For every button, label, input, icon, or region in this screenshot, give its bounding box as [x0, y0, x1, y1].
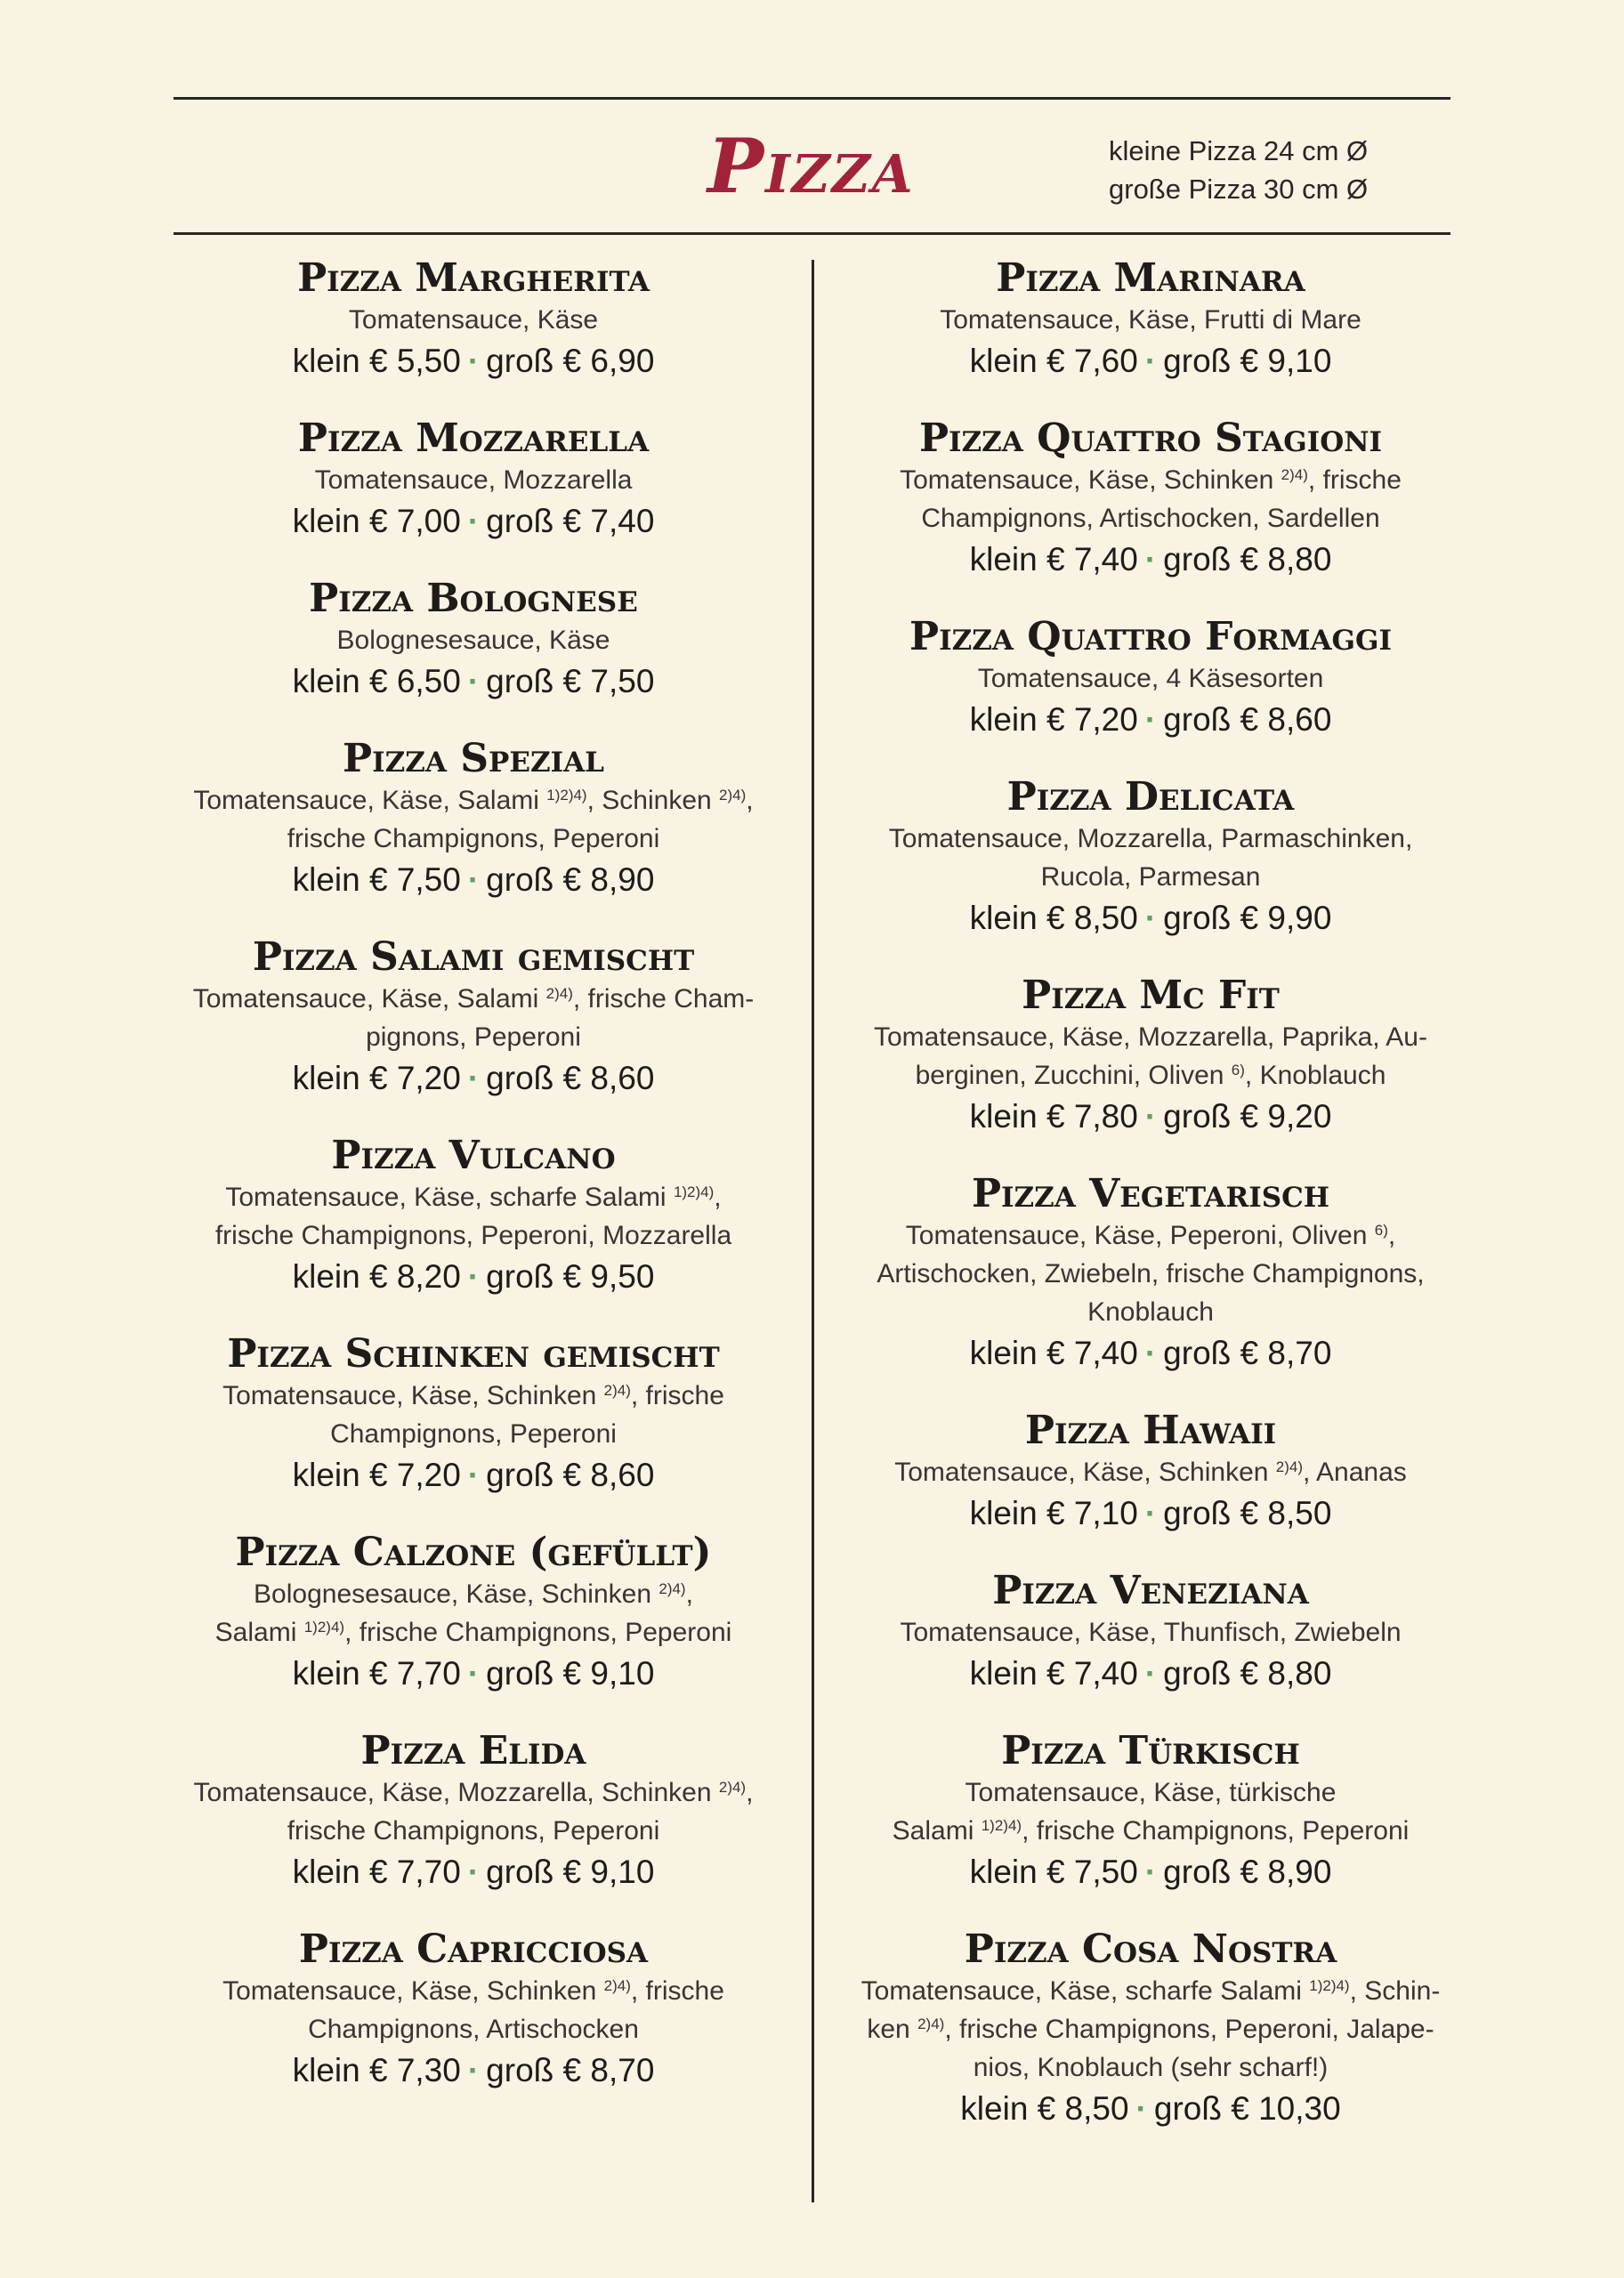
pizza-description [844, 1216, 1458, 1331]
price-large: groß € 8,50 [1163, 1495, 1332, 1531]
price-large: groß € 9,10 [1163, 343, 1332, 379]
price-large: groß € 9,10 [486, 1854, 655, 1890]
price-small: klein € 7,20 [969, 701, 1138, 738]
pizza-name: Pizza Mozzarella [297, 416, 650, 461]
price-large: groß € 8,80 [1163, 1655, 1332, 1692]
description-text: Tomatensauce, Käse, Schinken [222, 1976, 604, 2006]
description-line [847, 1018, 1454, 1056]
price-large: groß € 6,90 [486, 343, 655, 379]
price-large: groß € 10,30 [1153, 2090, 1341, 2127]
pizza-name: Pizza Hawaii [1024, 1408, 1277, 1453]
pizza-name: Pizza Margherita [297, 255, 650, 301]
pizza-name: Pizza Bolognese [309, 576, 638, 621]
price-separator: · [467, 1457, 480, 1493]
price-large: groß € 8,70 [486, 2052, 655, 2088]
description-text: Tomatensauce, Käse, Mozzarella, Schinken [193, 1778, 719, 1807]
price-line [166, 659, 780, 703]
pizza-name: Pizza Mc Fit [1022, 973, 1280, 1018]
description-line [170, 820, 777, 858]
menu-item [166, 935, 780, 1100]
description-line [847, 2010, 1454, 2048]
description-text: , frische [1307, 465, 1402, 495]
description-text: Bolognesesauce, Käse [336, 626, 610, 655]
description-line [847, 461, 1454, 499]
description-text: frische Champignons, Peperoni [287, 1816, 660, 1846]
pizza-name: Pizza Cosa Nostra [964, 1927, 1337, 1972]
pizza-description [844, 301, 1458, 339]
pizza-name: Pizza Capricciosa [298, 1927, 649, 1972]
price-line [844, 537, 1458, 581]
price-line [844, 1850, 1458, 1894]
pizza-description [166, 301, 780, 339]
description-text: Rucola, Parmesan [1040, 862, 1261, 892]
description-line [170, 1415, 777, 1453]
description-text: Champignons, Artischocken [308, 2015, 639, 2044]
description-text: , Schin- [1349, 1976, 1441, 2006]
price-line [166, 1255, 780, 1298]
price-small: klein € 7,10 [969, 1495, 1138, 1531]
pizza-description [844, 461, 1458, 537]
pizza-description [844, 1972, 1458, 2087]
pizza-name: Pizza Quattro Formaggi [909, 614, 1392, 659]
pizza-description [844, 1773, 1458, 1850]
menu-column-right [844, 256, 1458, 2164]
description-text: , [746, 786, 754, 815]
description-text: Tomatensauce, Käse, Salami [193, 786, 547, 815]
price-small: klein € 7,00 [292, 503, 461, 539]
description-line [847, 1216, 1454, 1255]
price-separator: · [1144, 701, 1157, 738]
description-text: , [685, 1579, 693, 1609]
description-text: pignons, Peperoni [366, 1022, 581, 1052]
description-text: , Knoblauch [1244, 1061, 1386, 1090]
menu-item [166, 256, 780, 383]
price-line [166, 339, 780, 383]
description-text: , frische Champignons, Peperoni, Jalape- [944, 2015, 1434, 2044]
menu-item [844, 1409, 1458, 1535]
price-small: klein € 5,50 [292, 343, 461, 379]
price-separator: · [467, 2052, 480, 2088]
price-separator: · [467, 503, 480, 539]
price-line [166, 1453, 780, 1497]
description-line [847, 2048, 1454, 2087]
description-text: Tomatensauce, Käse, Frutti di Mare [940, 305, 1361, 335]
description-line [170, 1018, 777, 1056]
allergen-footnote: 2)4) [658, 1580, 686, 1597]
menu-item [844, 615, 1458, 741]
description-line [847, 1773, 1454, 1812]
price-line [166, 858, 780, 901]
pizza-name: Pizza Veneziana [992, 1568, 1309, 1613]
allergen-footnote: 2)4) [1275, 1458, 1304, 1475]
price-line [844, 1491, 1458, 1535]
menu-item [844, 416, 1458, 581]
pizza-name: Pizza Schinken gemischt [227, 1331, 720, 1377]
description-line [847, 1812, 1454, 1850]
price-small: klein € 7,40 [969, 1655, 1138, 1692]
price-small: klein € 7,70 [292, 1854, 461, 1890]
allergen-footnote: 1)2)4) [303, 1619, 345, 1636]
description-text: Salami [214, 1618, 304, 1647]
description-text: Tomatensauce, Käse, Schinken [894, 1458, 1276, 1487]
description-text: Champignons, Artischocken, Sardellen [921, 504, 1380, 533]
pizza-description [166, 461, 780, 499]
allergen-footnote: 1)2)4) [546, 787, 587, 804]
description-text: ken [867, 2015, 918, 2044]
price-separator: · [1144, 1495, 1157, 1531]
description-line [170, 1972, 777, 2010]
price-small: klein € 8,20 [292, 1258, 461, 1295]
allergen-footnote: 6) [1231, 1062, 1245, 1078]
description-text: Artischocken, Zwiebeln, frische Champignons, [877, 1259, 1425, 1288]
pizza-description [166, 980, 780, 1056]
description-line [170, 980, 777, 1018]
description-line [847, 499, 1454, 537]
price-large: groß € 8,60 [486, 1060, 655, 1096]
description-text: Tomatensauce, Käse, scharfe Salami [225, 1183, 674, 1212]
description-text: , frische [630, 1976, 724, 2006]
price-line [844, 339, 1458, 383]
price-line [166, 1652, 780, 1695]
price-separator: · [1144, 900, 1157, 936]
price-large: groß € 7,40 [486, 503, 655, 539]
price-small: klein € 7,80 [969, 1098, 1138, 1135]
price-line [166, 1056, 780, 1100]
description-text: , [714, 1183, 722, 1212]
size-info [1109, 132, 1368, 208]
price-large: groß € 9,10 [486, 1655, 655, 1692]
allergen-footnote: 2)4) [603, 1977, 631, 1994]
description-text: , [746, 1778, 754, 1807]
menu-item [166, 416, 780, 543]
allergen-footnote: 2)4) [545, 985, 573, 1002]
allergen-footnote: 1)2)4) [673, 1183, 715, 1200]
price-separator: · [1135, 2090, 1147, 2127]
price-separator: · [1144, 1098, 1157, 1135]
menu-item [166, 1134, 780, 1298]
menu-item [844, 1729, 1458, 1894]
top-rule [174, 97, 1450, 100]
menu-item [844, 1927, 1458, 2130]
description-text: Bolognesesauce, Käse, Schinken [254, 1579, 659, 1609]
allergen-footnote: 2)4) [603, 1382, 631, 1399]
price-separator: · [467, 1854, 480, 1890]
menu-item [844, 256, 1458, 383]
description-text: Tomatensauce, Mozzarella [314, 465, 633, 495]
menu-item [844, 1569, 1458, 1695]
description-line [170, 1377, 777, 1415]
price-large: groß € 9,20 [1163, 1098, 1332, 1135]
price-separator: · [1144, 541, 1157, 578]
allergen-footnote: 1)2)4) [1309, 1977, 1350, 1994]
menu-item [166, 1927, 780, 2092]
description-text: , frische Champignons, Peperoni [1022, 1816, 1410, 1846]
price-separator: · [467, 1060, 480, 1096]
price-line [844, 2087, 1458, 2130]
menu-item [844, 775, 1458, 940]
price-line [166, 2048, 780, 2092]
price-small: klein € 7,40 [969, 1335, 1138, 1371]
description-line [170, 301, 777, 339]
pizza-name: Pizza Salami gemischt [252, 934, 695, 980]
allergen-footnote: 6) [1374, 1222, 1388, 1239]
price-large: groß € 8,90 [1163, 1854, 1332, 1890]
description-text: , Schinken [586, 786, 720, 815]
description-line [170, 781, 777, 820]
pizza-description [166, 1178, 780, 1255]
pizza-description [166, 1377, 780, 1453]
pizza-description [166, 1773, 780, 1850]
description-line [170, 1812, 777, 1850]
menu-item [166, 577, 780, 703]
pizza-name: Pizza Delicata [1006, 774, 1295, 820]
allergen-footnote: 2)4) [917, 2015, 945, 2032]
description-line [847, 858, 1454, 896]
description-text: , frische Champignons, Peperoni [344, 1618, 732, 1647]
menu-column-left [166, 256, 780, 2126]
price-small: klein € 7,50 [969, 1854, 1138, 1890]
description-text: Tomatensauce, Käse, Peperoni, Oliven [905, 1221, 1375, 1250]
price-large: groß € 9,90 [1163, 900, 1332, 936]
description-line [847, 1293, 1454, 1331]
pizza-description [844, 1018, 1458, 1095]
price-separator: · [1144, 1335, 1157, 1371]
description-text: frische Champignons, Peperoni [287, 824, 660, 853]
description-line [847, 1255, 1454, 1293]
price-line [844, 1331, 1458, 1375]
description-line [847, 301, 1454, 339]
price-separator: · [1144, 1655, 1157, 1692]
description-line [170, 1773, 777, 1812]
price-small: klein € 7,60 [969, 343, 1138, 379]
pizza-name: Pizza Calzone (gefüllt) [235, 1530, 712, 1575]
price-small: klein € 7,40 [969, 541, 1138, 578]
description-text: Tomatensauce, 4 Käsesorten [977, 664, 1324, 693]
pizza-name: Pizza Vegetarisch [971, 1171, 1330, 1216]
description-line [847, 659, 1454, 698]
description-line [170, 2010, 777, 2048]
price-line [166, 499, 780, 543]
price-separator: · [1144, 343, 1157, 379]
price-large: groß € 8,60 [486, 1457, 655, 1493]
price-large: groß € 8,60 [1163, 701, 1332, 738]
description-line [170, 1178, 777, 1216]
price-small: klein € 7,20 [292, 1060, 461, 1096]
pizza-description [844, 1613, 1458, 1652]
description-text: Knoblauch [1087, 1297, 1214, 1327]
price-line [844, 1095, 1458, 1138]
pizza-description [166, 1575, 780, 1652]
description-text: Champignons, Peperoni [330, 1419, 617, 1449]
pizza-description [844, 820, 1458, 896]
pizza-name: Pizza Spezial [343, 736, 604, 781]
description-line [847, 820, 1454, 858]
price-line [844, 896, 1458, 940]
price-separator: · [467, 1655, 480, 1692]
description-line [170, 1613, 777, 1652]
description-text: Tomatensauce, Käse, Schinken [222, 1381, 604, 1410]
header-bottom-rule [174, 232, 1450, 235]
pizza-description [166, 781, 780, 858]
price-line [844, 698, 1458, 741]
price-separator: · [467, 343, 480, 379]
description-text: Tomatensauce, Mozzarella, Parmaschinken, [888, 824, 1413, 853]
description-text: nios, Knoblauch (sehr scharf!) [973, 2053, 1329, 2082]
description-text: Tomatensauce, Käse, Mozzarella, Paprika, Au- [874, 1022, 1427, 1052]
description-text: Tomatensauce, Käse, scharfe Salami [860, 1976, 1310, 2006]
menu-item [166, 1729, 780, 1894]
price-large: groß € 8,70 [1163, 1335, 1332, 1371]
description-text: frische Champignons, Peperoni, Mozzarella [214, 1221, 732, 1250]
price-separator: · [1144, 1854, 1157, 1890]
allergen-footnote: 2)4) [1281, 466, 1308, 483]
description-text: , frische [630, 1381, 724, 1410]
menu-item [166, 1332, 780, 1497]
pizza-description [844, 659, 1458, 698]
price-small: klein € 7,20 [292, 1457, 461, 1493]
price-large: groß € 8,90 [486, 861, 655, 898]
description-line [170, 1575, 777, 1613]
price-small: klein € 7,50 [292, 861, 461, 898]
price-large: groß € 8,80 [1163, 541, 1332, 578]
menu-item [844, 973, 1458, 1138]
price-small: klein € 8,50 [960, 2090, 1129, 2127]
description-line [847, 1056, 1454, 1095]
menu-item [166, 737, 780, 901]
description-text: berginen, Zucchini, Oliven [915, 1061, 1232, 1090]
price-separator: · [467, 1258, 480, 1295]
description-text: Salami [892, 1816, 982, 1846]
description-text: Tomatensauce, Käse, Salami [192, 984, 546, 1014]
description-text: Tomatensauce, Käse, Thunfisch, Zwiebeln [900, 1618, 1402, 1647]
price-line [166, 1850, 780, 1894]
description-line [170, 621, 777, 659]
description-line [170, 461, 777, 499]
price-large: groß € 7,50 [486, 663, 655, 699]
description-line [170, 1216, 777, 1255]
size-large-label: große Pizza 30 cm Ø [1109, 174, 1369, 205]
pizza-name: Pizza Elida [360, 1728, 586, 1773]
price-small: klein € 6,50 [292, 663, 461, 699]
menu-item [844, 1172, 1458, 1375]
price-separator: · [467, 663, 480, 699]
size-small-label: kleine Pizza 24 cm Ø [1109, 135, 1369, 166]
description-text: , [1387, 1221, 1396, 1250]
price-line [844, 1652, 1458, 1695]
description-text: , frische Cham- [572, 984, 755, 1014]
pizza-description [844, 1453, 1458, 1491]
description-text: Tomatensauce, Käse [348, 305, 599, 335]
pizza-name: Pizza Vulcano [331, 1133, 616, 1178]
price-large: groß € 9,50 [486, 1258, 655, 1295]
price-small: klein € 8,50 [969, 900, 1138, 936]
page-title: Pizza [707, 122, 915, 210]
column-divider [812, 260, 814, 2202]
pizza-description [166, 621, 780, 659]
description-line [847, 1453, 1454, 1491]
pizza-name: Pizza Türkisch [1001, 1728, 1300, 1773]
description-text: Tomatensauce, Käse, türkische [965, 1778, 1337, 1807]
pizza-description [166, 1972, 780, 2048]
allergen-footnote: 2)4) [719, 787, 747, 804]
pizza-name: Pizza Marinara [996, 255, 1305, 301]
description-line [847, 1613, 1454, 1652]
description-line [847, 1972, 1454, 2010]
price-small: klein € 7,30 [292, 2052, 461, 2088]
price-separator: · [467, 861, 480, 898]
description-text: Tomatensauce, Käse, Schinken [900, 465, 1281, 495]
allergen-footnote: 1)2)4) [981, 1817, 1022, 1834]
pizza-name: Pizza Quattro Stagioni [918, 416, 1383, 461]
menu-item [166, 1531, 780, 1695]
price-small: klein € 7,70 [292, 1655, 461, 1692]
description-text: , Ananas [1303, 1458, 1407, 1487]
allergen-footnote: 2)4) [718, 1779, 747, 1796]
